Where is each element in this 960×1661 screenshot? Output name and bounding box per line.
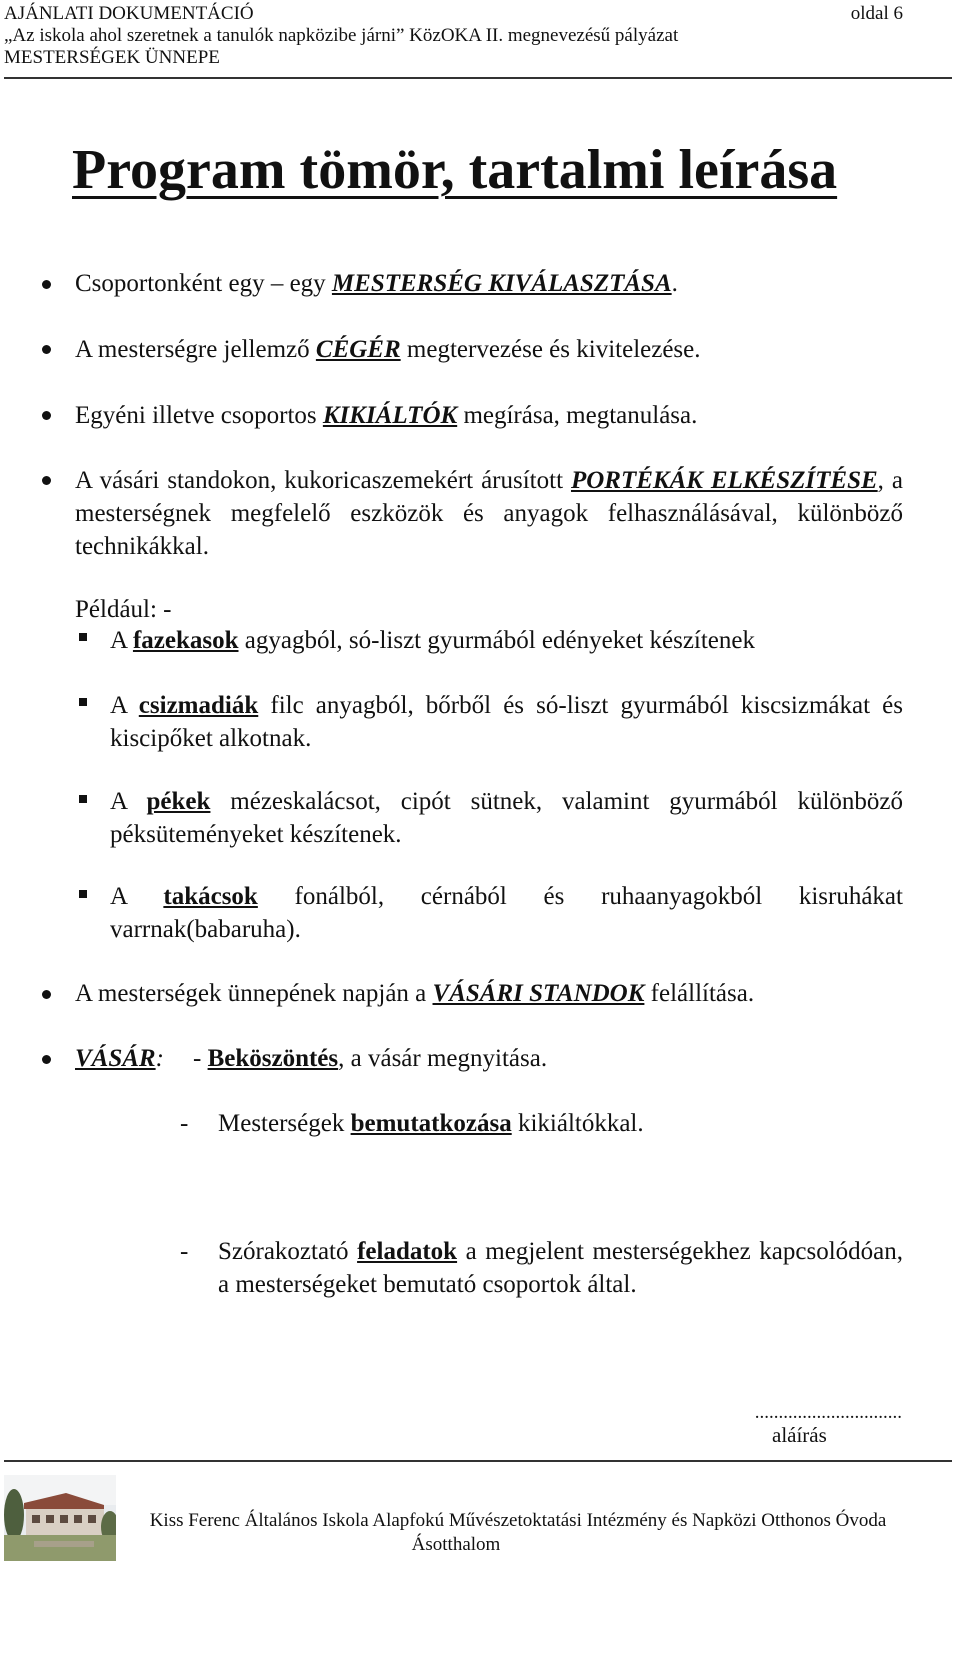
bullet-dot [42,280,51,289]
dash-marker: - [180,1110,189,1137]
square-bullet [79,795,87,803]
signature-line: ............................... [754,1402,902,1423]
sub-list-item: A pékek mézeskalácsot, cipót sütnek, valamint gyurmából különböző péksüteményeket készítenek. [110,788,903,848]
program-line: - Beköszöntés, a vásár megnyitása. [193,1045,548,1072]
header-divider [4,77,952,79]
header-project: „Az iskola ahol szeretnek a tanulók napközibe járni” KözOKA II. megnevezésű pályázat [4,25,679,46]
bullet-dot [42,411,51,420]
footer-divider [4,1460,952,1462]
square-bullet [79,698,87,706]
dash-marker: - [180,1238,189,1265]
square-bullet [79,633,87,641]
school-photo [4,1475,116,1561]
bullet-dot [42,476,51,485]
sub-list-item: A takácsok fonálból, cérnából és ruhaanyagokból kisruhákat varrnak(babaruha). [110,883,903,943]
list-item: A mesterségre jellemző CÉGÉR megtervezése és kivitelezése. [75,336,701,363]
example-label: Például: - [75,596,172,623]
program-line: Mesterségek bemutatkozása kikiáltókkal. [218,1110,644,1137]
footer-city: Ásotthalom [411,1534,501,1555]
list-item: VÁSÁR: [75,1045,164,1072]
list-item: Csoportonként egy – egy MESTERSÉG KIVÁLASZTÁSA. [75,270,678,297]
square-bullet [79,890,87,898]
list-item: Egyéni illetve csoportos KIKIÁLTÓK megírása, megtanulása. [75,402,698,429]
bullet-dot [42,990,51,999]
bullet-dot [42,1055,51,1064]
footer-institution: Kiss Ferenc Általános Iskola Alapfokú Művészetoktatási Intézmény és Napközi Otthonos Óvoda [149,1510,887,1531]
page-title: Program tömör, tartalmi leírása [72,139,838,201]
list-item: A vásári standokon, kukoricaszemekért árusított PORTÉKÁK ELKÉSZÍTÉSE, a mesterségnek megfelelő eszközök és anyagok felhasználásával, különböző technikákkal. [75,467,903,560]
header-doc-type: AJÁNLATI DOKUMENTÁCIÓ [4,3,254,24]
page-number: oldal 6 [850,3,903,24]
sub-list-item: A csizmadiák filc anyagból, bőrből és só-liszt gyurmából kiscsizmákat és kiscipőket alkotnak. [110,692,903,752]
list-item: A mesterségek ünnepének napján a VÁSÁRI STANDOK felállítása. [75,980,755,1007]
header-event: MESTERSÉGEK ÜNNEPE [4,47,220,68]
program-line: Szórakoztató feladatok a megjelent mesterségekhez kapcsolódóan, a mesterségeket bemutató csoportok által. [218,1238,903,1298]
bullet-dot [42,345,51,354]
signature-label: aláírás [772,1423,827,1447]
sub-list-item: A fazekasok agyagból, só-liszt gyurmából edényeket készítenek [110,627,756,654]
